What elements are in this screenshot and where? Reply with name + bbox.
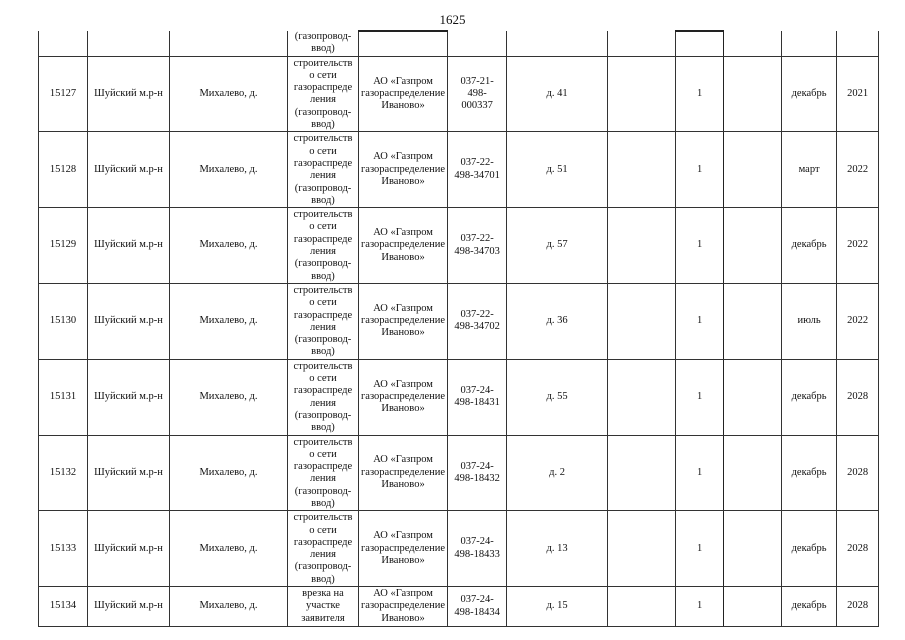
cell-blank2	[724, 435, 782, 511]
cell-house	[507, 31, 608, 56]
cell-locality: Михалево, д.	[170, 435, 288, 511]
cell-month: декабрь	[782, 511, 837, 587]
table-row	[39, 283, 879, 359]
cell-year: 2028	[837, 511, 879, 587]
cell-year: 2022	[837, 132, 879, 208]
cell-locality: Михалево, д.	[170, 208, 288, 284]
cell-code: 037-24- 498-18431	[448, 359, 507, 435]
cell-qty: 1	[676, 283, 724, 359]
cell-code: 037-24- 498-18434	[448, 587, 507, 627]
cell-num: 15129	[39, 208, 88, 284]
cell-blank2	[724, 56, 782, 132]
cell-num: 15134	[39, 587, 88, 627]
cell-num: 15132	[39, 435, 88, 511]
cell-year: 2021	[837, 56, 879, 132]
cell-year: 2028	[837, 587, 879, 627]
cell-locality: Михалево, д.	[170, 283, 288, 359]
cell-blank2	[724, 31, 782, 56]
cell-blank	[608, 56, 676, 132]
cell-blank2	[724, 283, 782, 359]
cell-work-type: (газопровод- ввод)	[288, 31, 359, 56]
page-number: 1625	[439, 12, 466, 27]
cell-work-type: строительств о сети газораспреде ления (газопровод- ввод)	[288, 511, 359, 587]
cell-blank	[608, 435, 676, 511]
cell-qty: 1	[676, 208, 724, 284]
cell-house: д. 2	[507, 435, 608, 511]
cell-work-type: строительств о сети газораспреде ления (газопровод- ввод)	[288, 435, 359, 511]
table-row	[39, 511, 879, 587]
cell-blank	[608, 511, 676, 587]
cell-district: Шуйский м.р-н	[88, 587, 170, 627]
cell-house: д. 57	[507, 208, 608, 284]
table-row	[39, 132, 879, 208]
cell-organization: АО «Газпром газораспределение Иваново»	[359, 56, 448, 132]
cell-qty: 1	[676, 359, 724, 435]
cell-blank	[608, 132, 676, 208]
cell-num: 15128	[39, 132, 88, 208]
cell-year: 2022	[837, 283, 879, 359]
cell-district: Шуйский м.р-н	[88, 56, 170, 132]
cell-district: Шуйский м.р-н	[88, 511, 170, 587]
cell-district: Шуйский м.р-н	[88, 132, 170, 208]
cell-district: Шуйский м.р-н	[88, 208, 170, 284]
cell-organization: АО «Газпром газораспределение Иваново»	[359, 587, 448, 627]
cell-house: д. 13	[507, 511, 608, 587]
cell-qty: 1	[676, 435, 724, 511]
cell-code: 037-21- 498- 000337	[448, 56, 507, 132]
cell-code: 037-22- 498-34703	[448, 208, 507, 284]
cell-blank	[608, 283, 676, 359]
cell-month: июль	[782, 283, 837, 359]
cell-num	[39, 31, 88, 56]
cell-blank	[608, 359, 676, 435]
cell-num: 15127	[39, 56, 88, 132]
cell-work-type: врезка на участке заявителя	[288, 587, 359, 627]
cell-work-type: строительств о сети газораспреде ления (газопровод- ввод)	[288, 132, 359, 208]
cell-qty: 1	[676, 56, 724, 132]
cell-district: Шуйский м.р-н	[88, 359, 170, 435]
cell-blank2	[724, 132, 782, 208]
cell-district	[88, 31, 170, 56]
cell-num: 15133	[39, 511, 88, 587]
cell-work-type: строительств о сети газораспреде ления (газопровод- ввод)	[288, 283, 359, 359]
cell-locality	[170, 31, 288, 56]
cell-year: 2028	[837, 359, 879, 435]
cell-locality: Михалево, д.	[170, 132, 288, 208]
cell-house: д. 41	[507, 56, 608, 132]
cell-organization: АО «Газпром газораспределение Иваново»	[359, 435, 448, 511]
cell-month: декабрь	[782, 208, 837, 284]
cell-blank	[608, 31, 676, 56]
cell-month	[782, 31, 837, 56]
cell-locality: Михалево, д.	[170, 359, 288, 435]
cell-year: 2022	[837, 208, 879, 284]
cell-organization: АО «Газпром газораспределение Иваново»	[359, 283, 448, 359]
cell-house: д. 36	[507, 283, 608, 359]
cell-qty: 1	[676, 132, 724, 208]
cell-house: д. 55	[507, 359, 608, 435]
cell-code	[448, 31, 507, 56]
cell-month: декабрь	[782, 587, 837, 627]
table-row	[39, 208, 879, 284]
cell-work-type: строительств о сети газораспреде ления (газопровод- ввод)	[288, 359, 359, 435]
cell-code: 037-24- 498-18432	[448, 435, 507, 511]
cell-blank2	[724, 359, 782, 435]
cell-blank	[608, 208, 676, 284]
cell-month: декабрь	[782, 56, 837, 132]
document-table	[38, 30, 879, 627]
cell-qty	[676, 31, 724, 56]
table-row	[39, 359, 879, 435]
cell-year: 2028	[837, 435, 879, 511]
cell-work-type: строительств о сети газораспреде ления (газопровод- ввод)	[288, 56, 359, 132]
cell-locality: Михалево, д.	[170, 511, 288, 587]
cell-blank	[608, 587, 676, 627]
table-body	[39, 31, 879, 627]
cell-district: Шуйский м.р-н	[88, 283, 170, 359]
cell-district: Шуйский м.р-н	[88, 435, 170, 511]
cell-code: 037-22- 498-34701	[448, 132, 507, 208]
cell-code: 037-22- 498-34702	[448, 283, 507, 359]
table-row	[39, 587, 879, 627]
table-row-continued	[39, 31, 879, 56]
cell-organization: АО «Газпром газораспределение Иваново»	[359, 132, 448, 208]
cell-month: декабрь	[782, 359, 837, 435]
cell-num: 15130	[39, 283, 88, 359]
cell-work-type: строительств о сети газораспреде ления (газопровод- ввод)	[288, 208, 359, 284]
cell-blank2	[724, 587, 782, 627]
cell-qty: 1	[676, 511, 724, 587]
cell-locality: Михалево, д.	[170, 587, 288, 627]
table-row	[39, 435, 879, 511]
cell-code: 037-24- 498-18433	[448, 511, 507, 587]
cell-blank2	[724, 511, 782, 587]
cell-qty: 1	[676, 587, 724, 627]
cell-num: 15131	[39, 359, 88, 435]
cell-month: декабрь	[782, 435, 837, 511]
cell-organization: АО «Газпром газораспределение Иваново»	[359, 208, 448, 284]
cell-organization	[359, 31, 448, 56]
cell-year	[837, 31, 879, 56]
table-row	[39, 56, 879, 132]
cell-house: д. 15	[507, 587, 608, 627]
cell-organization: АО «Газпром газораспределение Иваново»	[359, 511, 448, 587]
cell-blank2	[724, 208, 782, 284]
cell-organization: АО «Газпром газораспределение Иваново»	[359, 359, 448, 435]
cell-locality: Михалево, д.	[170, 56, 288, 132]
cell-month: март	[782, 132, 837, 208]
cell-house: д. 51	[507, 132, 608, 208]
